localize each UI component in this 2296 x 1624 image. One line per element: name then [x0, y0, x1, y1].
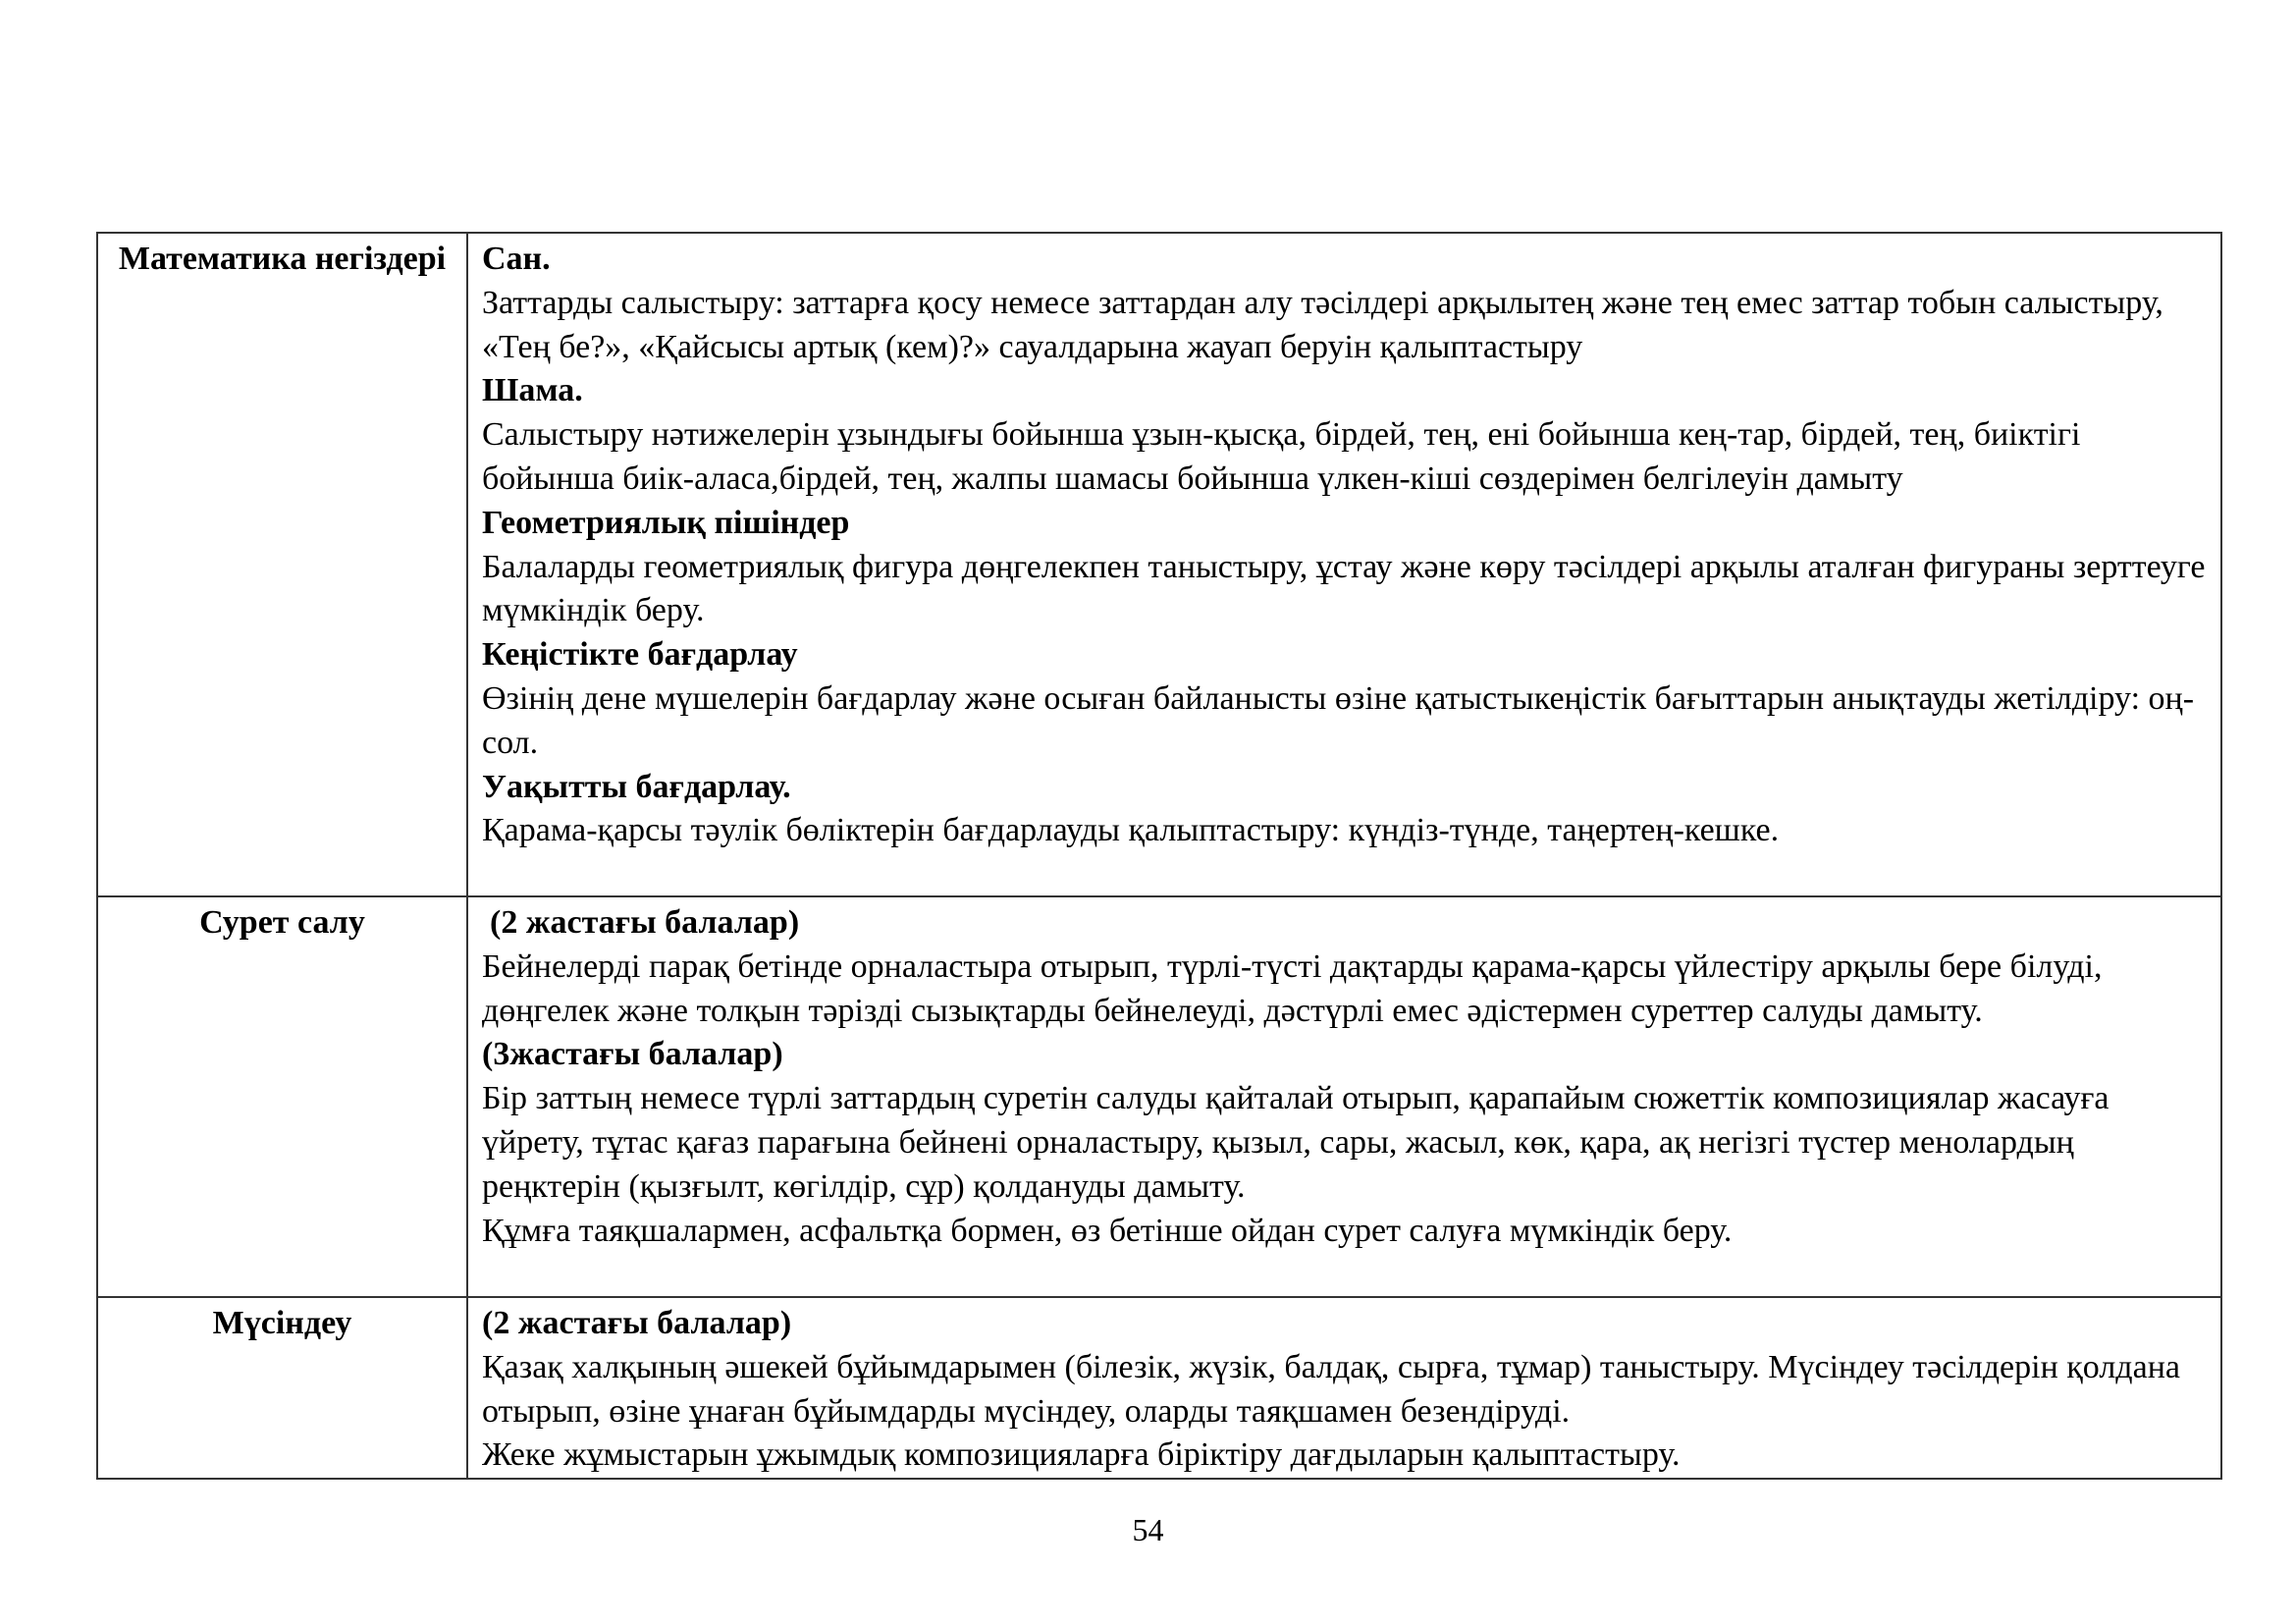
section-heading: (2 жастағы балалар)	[482, 1305, 792, 1341]
section-text: Бейнелерді парақ бетінде орналастыра отырып, түрлі-түсті дақтарды қарама-қарсы үйлестіру арқылы бере білуді, дөңгелек және толқын тәрізді сызықтарды бейнелеуді, дәстүрлі емес әдістермен суреттер салуды дамыту.	[482, 947, 2103, 1029]
section-text: Өзінің дене мүшелерін бағдарлау және осыған байланысты өзіне қатыстыкеңістік бағыттарын анықтауды жетілдіру: оң-сол.	[482, 679, 2195, 761]
content-cell	[467, 233, 2221, 896]
section-text: Салыстыру нәтижелерін ұзындығы бойынша ұзын-қысқа, бірдей, тең, ені бойынша кең-тар, бірдей, тең, биіктігі бойынша биік-аласа,бірдей, тең, жалпы шамасы бойынша үлкен-кіші сөздерімен белгілеуін дамыту	[482, 416, 2081, 497]
subject-cell	[97, 233, 467, 896]
section-heading: (2 жастағы балалар)	[490, 904, 800, 941]
section-heading: Геометриялық пішіндер	[482, 504, 850, 541]
section-text: Бір заттың немесе түрлі заттардың суретін салуды қайталай отырып, қарапайым сюжеттік композициялар жасауға үйрету, тұтас қағаз парағына бейнені орналастыру, қызыл, сары, жасыл, көк, қара, ақ негізгі түстер менолардың реңктерін (қызғылт, көгілдір, сұр) қолдануды дамыту.	[482, 1080, 2109, 1205]
table-row	[97, 896, 2221, 1297]
section-heading: Кеңістікте бағдарлау	[482, 636, 798, 674]
section-text: Балаларды геометриялық фигура дөңгелекпен таныстыру, ұстау және көру тәсілдері арқылы аталған фигураны зерттеуге мүмкіндік беру.	[482, 548, 2206, 629]
table-row	[97, 233, 2221, 896]
section-text: Құмға таяқшалармен, асфальтқа бормен, өз бетінше ойдан сурет салуға мүмкіндік беру.	[482, 1212, 1733, 1249]
table-row	[97, 1297, 2221, 1479]
subject-label: Мүсіндеу	[212, 1305, 352, 1341]
section-text: Заттарды салыстыру: заттарға қосу немесе заттардан алу тәсілдері арқылытең және тең емес заттар тобын салыстыру, «Тең бе?», «Қайсысы артық (кем)?» сауалдарына жауап беруін қалыптастыру	[482, 284, 2163, 365]
page-number: 54	[1132, 1512, 1164, 1547]
section-text: Қазақ халқының әшекей бұйымдарымен (білезік, жүзік, балдақ, сырға, тұмар) таныстыру. Мүсіндеу тәсілдерін қолдана отырып, өзіне ұнаған бұйымдарды мүсіндеу, оларды таяқшамен безендіруді.	[482, 1348, 2180, 1430]
subject-label: Сурет салу	[199, 904, 365, 941]
subject-cell	[97, 896, 467, 1297]
section-heading: (3жастағы балалар)	[482, 1036, 783, 1073]
subject-cell	[97, 1297, 467, 1479]
section-text: Қарама-қарсы тәулік бөліктерін бағдарлауды қалыптастыру: күндіз-түнде, таңертең-кешке.	[482, 812, 1780, 849]
content-cell	[467, 896, 2221, 1297]
content-cell	[467, 1297, 2221, 1479]
section-heading: Шама.	[482, 372, 583, 409]
section-text: Жеке жұмыстарын ұжымдық композицияларға біріктіру дағдыларын қалыптастыру.	[482, 1436, 1681, 1474]
section-heading: Уақытты бағдарлау.	[482, 768, 791, 805]
subject-label: Математика негіздері	[118, 241, 447, 277]
section-heading: Сан.	[482, 241, 551, 277]
curriculum-table	[96, 232, 2222, 1480]
